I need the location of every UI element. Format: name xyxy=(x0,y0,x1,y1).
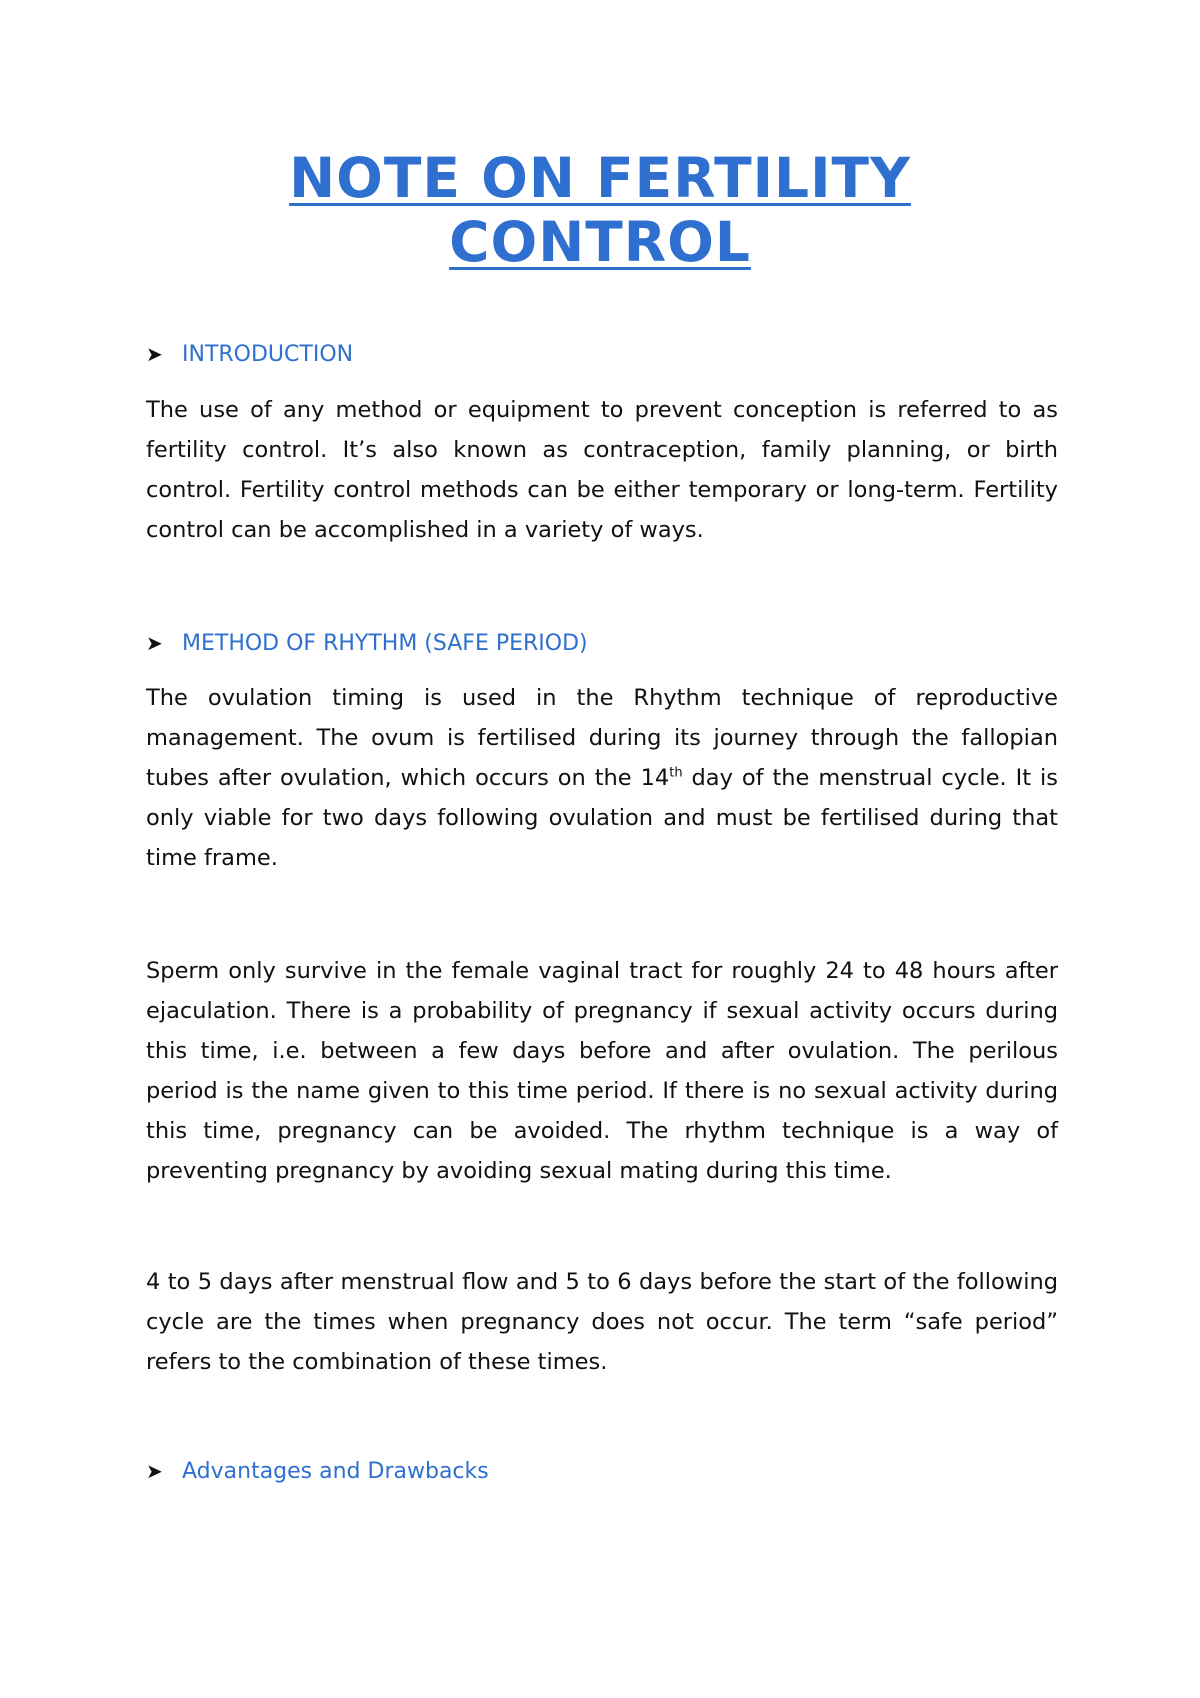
introduction-heading-text: INTRODUCTION xyxy=(182,342,354,367)
arrowhead-bullet-icon: ➤ xyxy=(146,342,163,366)
ordinal-superscript: th xyxy=(669,765,683,781)
section-heading-advantages xyxy=(146,1455,489,1488)
rhythm-paragraph-3: 4 to 5 days after menstrual flow and 5 to 6 days before the start of the following cycle are the times when pregnancy does not occur. The term “safe period” refers to the combination of these times. xyxy=(146,1269,1058,1375)
title-line-2: CONTROL xyxy=(449,210,751,274)
rhythm-paragraph-1-text-b: day of the menstrual cycle. It is only viable for two days following ovulation and must be fertilised during that time frame. xyxy=(146,765,1058,871)
arrowhead-bullet-icon: ➤ xyxy=(146,1459,163,1483)
title-line-1: NOTE ON FERTILITY xyxy=(289,146,911,210)
advantages-heading-text: Advantages and Drawbacks xyxy=(182,1459,489,1484)
rhythm-heading-text: METHOD OF RHYTHM (SAFE PERIOD) xyxy=(182,631,588,656)
document-title xyxy=(0,146,1200,274)
rhythm-paragraph-1 xyxy=(146,678,1058,878)
rhythm-paragraph-2: Sperm only survive in the female vaginal tract for roughly 24 to 48 hours after ejaculation. There is a probability of pregnancy if sexual activity occurs during this time, i.e. between a few days before and after ovulation. The perilous period is the name given to this time period. If there is no sexual activity during this time, pregnancy can be avoided. The rhythm technique is a way of preventing pregnancy by avoiding sexual mating during this time. xyxy=(146,958,1058,1184)
section-heading-rhythm xyxy=(146,627,588,660)
arrowhead-bullet-icon: ➤ xyxy=(146,631,163,655)
introduction-paragraph: The use of any method or equipment to prevent conception is referred to as fertility control. It’s also known as contraception, family planning, or birth control. Fertility control methods can be either temporary or long-term. Fertility control can be accomplished in a variety of ways. xyxy=(146,397,1058,543)
rhythm-paragraph-1-text-a: The ovulation timing is used in the Rhythm technique of reproductive management. The ovum is fertilised during its journey through the fallopian tubes after ovulation, which occurs on the 14 xyxy=(146,685,1058,791)
section-heading-introduction xyxy=(146,338,353,371)
